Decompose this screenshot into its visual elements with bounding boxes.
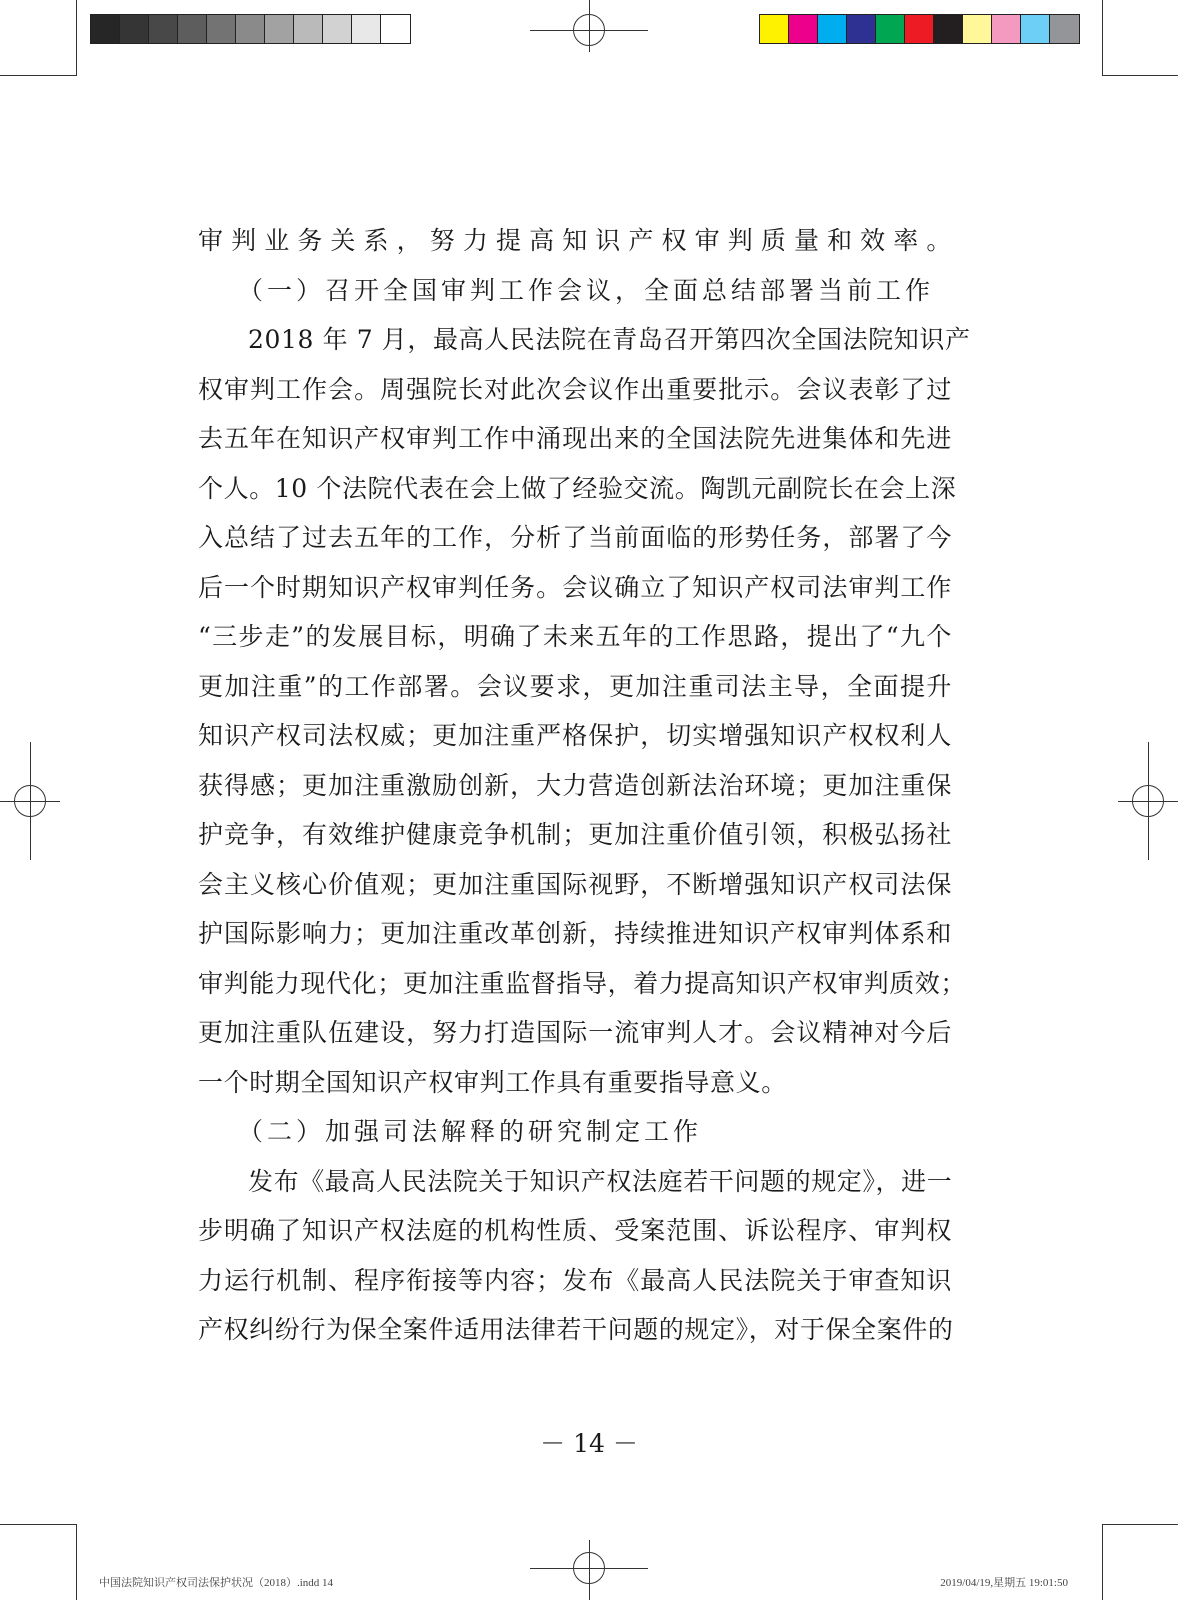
process-color-swatch [1021,15,1050,43]
body-text-line: 去五年在知识产权审判工作中涌现出来的全国法院先进集体和先进 [198,424,952,453]
grayscale-swatch [265,15,294,43]
grayscale-swatch [236,15,265,43]
body-text-line: 入总结了过去五年的工作，分析了当前面临的形势任务，部署了今 [198,523,952,552]
body-text-line: 护国际影响力；更加注重改革创新，持续推进知识产权审判体系和 [198,919,952,948]
body-text-line: 审判能力现代化；更加注重监督指导，着力提高知识产权审判质效； [198,968,967,998]
slug-timestamp: 2019/04/19,星期五 19:01:50 [940,1577,1068,1589]
body-text-line: 护竞争，有效维护健康竞争机制；更加注重价值引领，积极弘扬社 [198,820,952,849]
crop-mark [1102,1524,1103,1600]
crop-mark [1102,75,1178,76]
body-text-line: 产权纠纷行为保全案件适用法律若干问题的规定》，对于保全案件的 [198,1315,954,1344]
crop-mark [76,1524,77,1600]
process-color-swatch [905,15,934,43]
body-text-line: 一个时期全国知识产权审判工作具有重要指导意义。 [198,1067,787,1097]
body-text-line: 2018 年 7 月，最高人民法院在青岛召开第四次全国法院知识产 [248,325,971,354]
body-text-line: 获得感；更加注重激励创新，大力营造创新法治环境；更加注重保 [198,770,952,800]
body-text-line: 发布《最高人民法院关于知识产权法庭若干问题的规定》，进一 [248,1166,953,1196]
process-color-swatch [847,15,876,43]
body-text-line: 审判业务关系，努力提高知识产权审判质量和效率。 [198,226,952,255]
body-text-line: “三步走”的发展目标，明确了未来五年的工作思路，提出了“九个 [198,622,952,651]
crop-mark [1102,0,1103,76]
body-text-line: 步明确了知识产权法庭的机构性质、受案范围、诉讼程序、审判权 [198,1216,952,1245]
registration-line [1148,742,1149,860]
registration-line [589,0,590,52]
grayscale-swatch [91,15,120,43]
registration-line [589,1540,590,1600]
crop-mark [0,75,76,76]
body-text-line: 个人。10 个法院代表在会上做了经验交流。陶凯元副院长在会上深 [198,473,957,503]
document-body [198,216,971,1355]
registration-line [30,742,31,860]
process-color-swatch [934,15,963,43]
process-color-bar [759,14,1080,44]
body-text-line: 更加注重”的工作部署。会议要求，更加注重司法主导，全面提升 [198,671,952,701]
body-text-line: 权审判工作会。周强院长对此次会议作出重要批示。会议表彰了过 [198,374,952,404]
grayscale-swatch [352,15,381,43]
process-color-swatch [992,15,1021,43]
grayscale-swatch [207,15,236,43]
process-color-swatch [818,15,847,43]
section-heading: （二）加强司法解释的研究制定工作 [238,1117,703,1146]
body-text-line: 会主义核心价值观；更加注重国际视野，不断增强知识产权司法保 [198,869,952,899]
process-color-swatch [876,15,905,43]
grayscale-swatch [178,15,207,43]
grayscale-swatch [149,15,178,43]
section-heading: （一）召开全国审判工作会议，全面总结部署当前工作 [238,275,935,305]
crop-mark [0,1524,76,1525]
body-text-line: 后一个时期知识产权审判任务。会议确立了知识产权司法审判工作 [198,572,952,602]
grayscale-swatch [120,15,149,43]
body-text-line: 知识产权司法权威；更加注重严格保护，切实增强知识产权权利人 [198,721,952,750]
process-color-swatch [963,15,992,43]
grayscale-swatch [294,15,323,43]
process-color-swatch [1050,15,1079,43]
crop-mark [1102,1524,1178,1525]
grayscale-swatch [381,15,410,43]
slug-file-info: 中国法院知识产权司法保护状况（2018）.indd 14 [99,1577,334,1589]
body-text-line: 力运行机制、程序衔接等内容；发布《最高人民法院关于审查知识 [198,1265,952,1295]
grayscale-swatch [323,15,352,43]
process-color-swatch [760,15,789,43]
process-color-swatch [789,15,818,43]
crop-mark [76,0,77,76]
body-text-line: 更加注重队伍建设，努力打造国际一流审判人才。会议精神对今后 [198,1018,952,1047]
page-number: － 14 － [540,1429,638,1458]
grayscale-color-bar [90,14,411,44]
